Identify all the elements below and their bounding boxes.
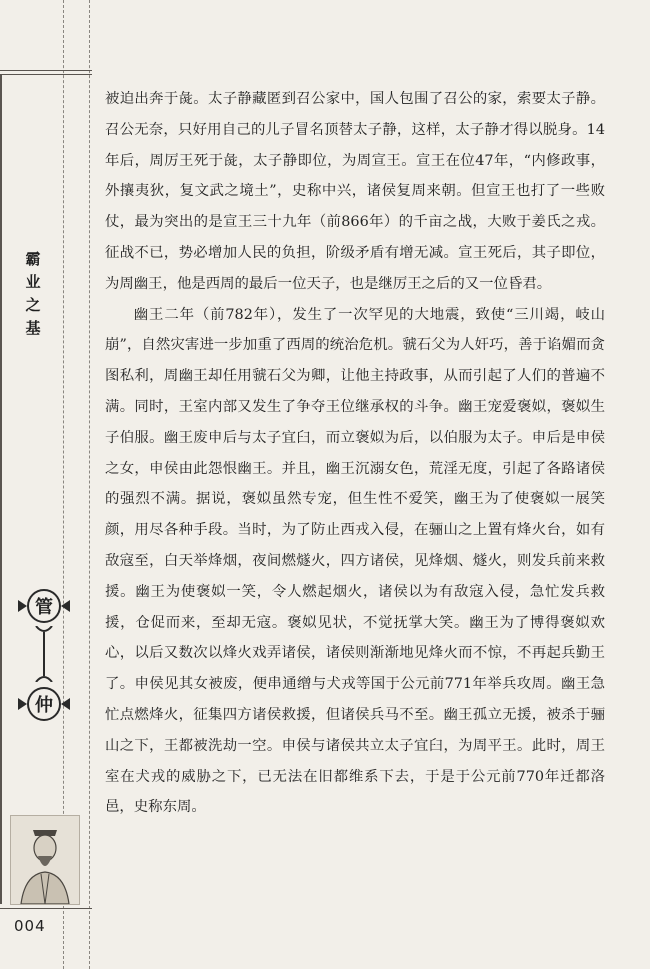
margin-rule — [0, 70, 92, 71]
section-title-char: 霸 — [25, 250, 41, 268]
ornament-connector-icon — [32, 626, 56, 682]
arrow-left-icon — [18, 698, 27, 710]
footer-rule — [0, 908, 92, 909]
left-margin — [0, 0, 92, 969]
name-char: 管 — [27, 589, 61, 623]
margin-rule — [0, 74, 92, 75]
section-title-char: 之 — [25, 296, 41, 314]
name-char: 仲 — [27, 687, 61, 721]
portrait-illustration — [10, 815, 80, 905]
margin-dashed-line — [89, 0, 90, 969]
section-title-vertical — [6, 248, 60, 340]
arrow-right-icon — [61, 698, 70, 710]
margin-edge-bar — [0, 74, 2, 904]
name-medallion — [24, 686, 64, 722]
page-number: 004 — [14, 917, 46, 935]
arrow-left-icon — [18, 600, 27, 612]
section-title-char: 业 — [25, 273, 41, 291]
name-medallion — [24, 588, 64, 624]
arrow-right-icon — [61, 600, 70, 612]
main-text — [105, 84, 605, 823]
paragraph: 被迫出奔于彘。太子静藏匿到召公家中，国人包围了召公的家，索要太子静。召公无奈，只好用自己的儿子冒名顶替太子静，这样，太子静才得以脱身。14年后，周厉王死于彘，太子静即位，为周宣王。宣王在位47年，“内修政事，外攘夷狄，复文武之境土”，史称中兴，诸侯复周来朝。但宣王也打了一些败仗，最为突出的是宣王三十九年（前866年）的千亩之战，大败于姜氏之戎。征战不已，势必增加人民的负担，阶级矛盾有增无减。宣王死后，其子即位，为周幽王，他是西周的最后一位天子，也是继厉王之后的又一位昏君。 — [105, 91, 605, 292]
paragraph: 幽王二年（前782年），发生了一次罕见的大地震，致使“三川竭，岐山崩”，自然灾害进一步加重了西周的统治危机。虢石父为人奸巧，善于谄媚而贪图私利，周幽王却任用虢石父为卿，让他主持政事，从而引起了人们的普遍不满。同时，王室内部又发生了争夺王位继承权的斗争。幽王宠爱褒姒，褒姒生子伯服。幽王废申后与太子宜臼，而立褒姒为后，以伯服为太子。申后是申侯之女，申侯由此怨恨幽王。并且，幽王沉溺女色，荒淫无度，引起了各路诸侯的强烈不满。据说，褒姒虽然专宠，但生性不爱笑，幽王为了使褒姒一展笑颜，用尽各种手段。当时，为了防止西戎入侵，在骊山之上置有烽火台，如有敌寇至，白天举烽烟，夜间燃燧火，四方诸侯，见烽烟、燧火，则发兵前来救援。幽王为使褒姒一笑，令人燃起烟火，诸侯以为有敌寇入侵，急忙发兵救援，仓促而来，至却无寇。褒姒见状，不觉抚掌大笑。幽王为了博得褒姒欢心，以后又数次以烽火戏弄诸侯，诸侯则渐渐地见烽火而不惊，不再起兵勤王了。申侯见其女被废，便串通缯与犬戎等国于公元前771年举兵攻周。幽王急忙点燃烽火，征集四方诸侯救援，但诸侯兵马不至。幽王孤立无援，被杀于骊山之下，王都被洗劫一空。申侯与诸侯共立太子宜臼，为周平王。此时，周王室在犬戎的威胁之下，已无法在旧都维系下去，于是于公元前770年迁都洛邑，史称东周。 — [105, 306, 605, 816]
section-title-char: 基 — [25, 319, 41, 337]
